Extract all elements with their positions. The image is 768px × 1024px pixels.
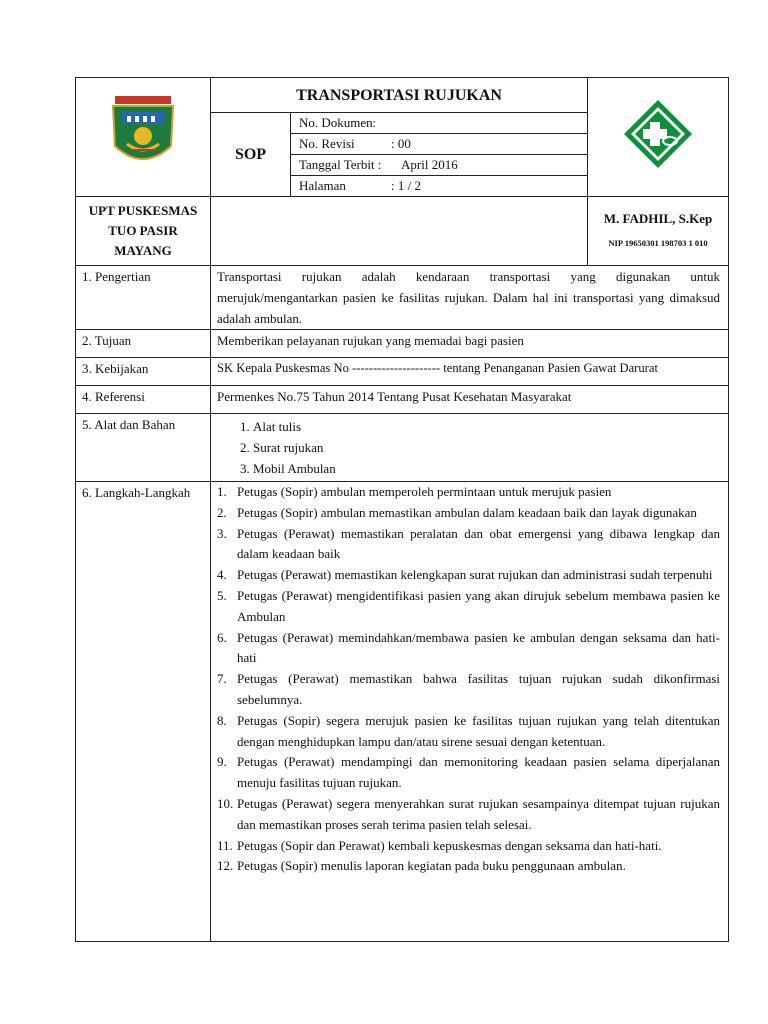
row-text-referensi: Permenkes No.75 Tahun 2014 Tentang Pusat Kesehatan Masyarakat [211,386,729,414]
organization-name: UPT PUSKESMAS TUO PASIR MAYANG [76,197,211,266]
signatory [588,197,729,266]
document-meta [291,113,588,197]
regional-logo [76,78,211,197]
row-label-alat: 5. Alat dan Bahan [76,414,211,482]
list-item: 1. Petugas (Sopir) ambulan memperoleh permintaan untuk merujuk pasien [217,484,612,499]
signatory-nip: NIP 19650301 198703 1 010 [608,238,708,248]
list-item: 2. Surat rujukan [253,437,720,458]
row-label-langkah: 6. Langkah-Langkah [76,482,211,942]
list-item: 4. Petugas (Perawat) memastikan kelengkapan surat rujukan dan administrasi sudah terpenuhi [217,567,713,583]
list-item: 2. Petugas (Sopir) ambulan memastikan ambulan dalam keadaan baik dan layak digunakan [217,504,697,520]
list-item: 3. Mobil Ambulan [253,458,720,479]
signatory-name: M. FADHIL, S.Kep [603,211,713,226]
row-text-pengertian: Transportasi rujukan adalah kendaraan transportasi yang digunakan untuk merujuk/mengantarkan pasien ke fasilitas rujukan. Dalam hal ini transportasi yang dimaksud adalah ambulan. [211,266,729,330]
list-item: 6. Petugas (Perawat) memindahkan/membawa pasien ke ambulan dengan seksama dan hati-hati [217,629,721,666]
list-item: 7. Petugas (Perawat) memastikan bahwa fasilitas tujuan rujukan sudah dikonfirmasi sebelumnya. [217,671,721,707]
puskesmas-mark [588,78,729,197]
row-label-kebijakan: 3. Kebijakan [76,358,211,386]
sop-table [75,77,729,942]
row-label-pengertian: 1. Pengertian [76,266,211,330]
list-item: 1. Alat tulis [253,416,720,437]
list-item: 11. Petugas (Sopir dan Perawat) kembali kepuskesmas dengan seksama dan hati-hati. [217,837,662,853]
document-title: TRANSPORTASI RUJUKAN [211,78,588,113]
meta-row-dokumen: No. Dokumen : [291,113,587,134]
row-text-kebijakan: SK Kepala Puskesmas No --------------------- tentang Penanganan Pasien Gawat Darurat [211,358,729,386]
row-list-langkah [211,482,729,942]
regency-emblem-icon [105,94,181,174]
meta-row-halaman: Halaman : 1 / 2 [291,176,587,197]
list-item: 3. Petugas (Perawat) memastikan peralatan dan obat emergensi yang dibawa lengkap dan dalam keadaan baik [217,525,721,562]
sop-document [75,77,728,942]
row-label-referensi: 4. Referensi [76,386,211,414]
signature-space [211,197,588,266]
list-item: 8. Petugas (Sopir) segera merujuk pasien ke fasilitas tujuan rujukan yang telah ditentukan dengan menghidupkan lampu dan/atau sirene sesuai dengan ketentuan. [217,712,721,749]
row-text-tujuan: Memberikan pelayanan rujukan yang memadai bagi pasien [211,330,729,358]
list-item: 9. Petugas (Perawat) mendampingi dan memonitoring keadaan pasien selama diperjalanan menuju fasilitas tujuan rujukan. [217,754,721,791]
puskesmas-logo-icon [621,97,695,171]
sop-label: SOP [211,113,291,197]
row-list-alat [211,414,729,482]
list-item: 12. Petugas (Sopir) menulis laporan kegiatan pada buku penggunaan ambulan. [217,858,626,874]
row-label-tujuan: 2. Tujuan [76,330,211,358]
list-item: 5. Petugas (Perawat) mengidentifikasi pasien yang akan dirujuk sebelum membawa pasien ke Ambulan [217,587,721,624]
meta-row-revisi: No. Revisi : 00 [291,134,587,155]
list-item: 10. Petugas (Perawat) segera menyerahkan surat rujukan sesampainya ditempat tujuan rujukan dan memastikan proses serah terima pasien telah selesai. [217,795,721,832]
meta-row-terbit: Tanggal Terbit : April 2016 [291,155,587,176]
